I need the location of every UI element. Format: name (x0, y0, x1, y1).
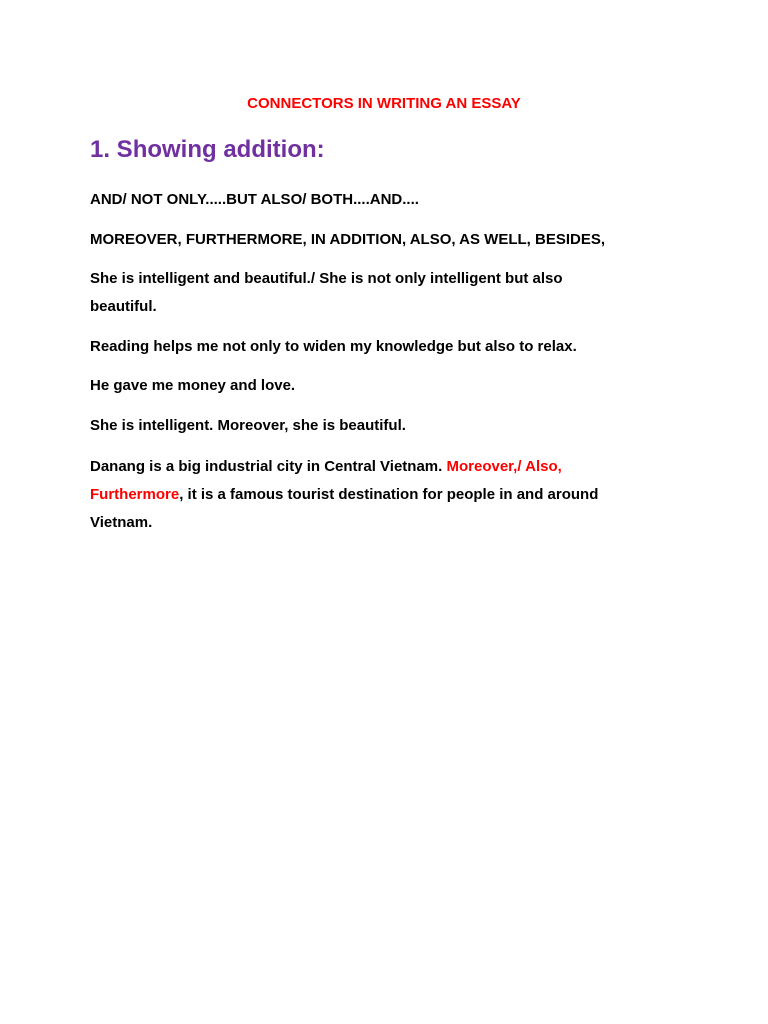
example-sentence-1-line-1: She is intelligent and beautiful./ She is not only intelligent but also (90, 270, 563, 287)
example-sentence-5-continuation: , it is a famous tourist destination for people in and around (179, 486, 599, 503)
example-sentence-1-line-2: beautiful. (90, 298, 157, 315)
section-heading: 1. Showing addition: (90, 136, 325, 163)
example-sentence-4: She is intelligent. Moreover, she is beautiful. (90, 417, 406, 434)
highlighted-connectors-2: Furthermore (90, 486, 180, 503)
example-sentence-5-end: Vietnam. (90, 514, 153, 531)
example-sentence-2: Reading helps me not only to widen my knowledge but also to relax. (90, 338, 577, 355)
example-sentence-1 (90, 265, 670, 321)
connectors-list-adverbial: MOREOVER, FURTHERMORE, IN ADDITION, ALSO, AS WELL, BESIDES, (90, 231, 606, 248)
document-title: CONNECTORS IN WRITING AN ESSAY (247, 95, 521, 112)
example-sentence-3: He gave me money and love. (90, 377, 296, 394)
connectors-list-basic: AND/ NOT ONLY.....BUT ALSO/ BOTH....AND.... (90, 191, 419, 208)
example-sentence-5 (90, 453, 670, 537)
highlighted-connectors-1: Moreover,/ Also, (446, 458, 562, 475)
example-sentence-5-start: Danang is a big industrial city in Central Vietnam. (90, 458, 447, 475)
